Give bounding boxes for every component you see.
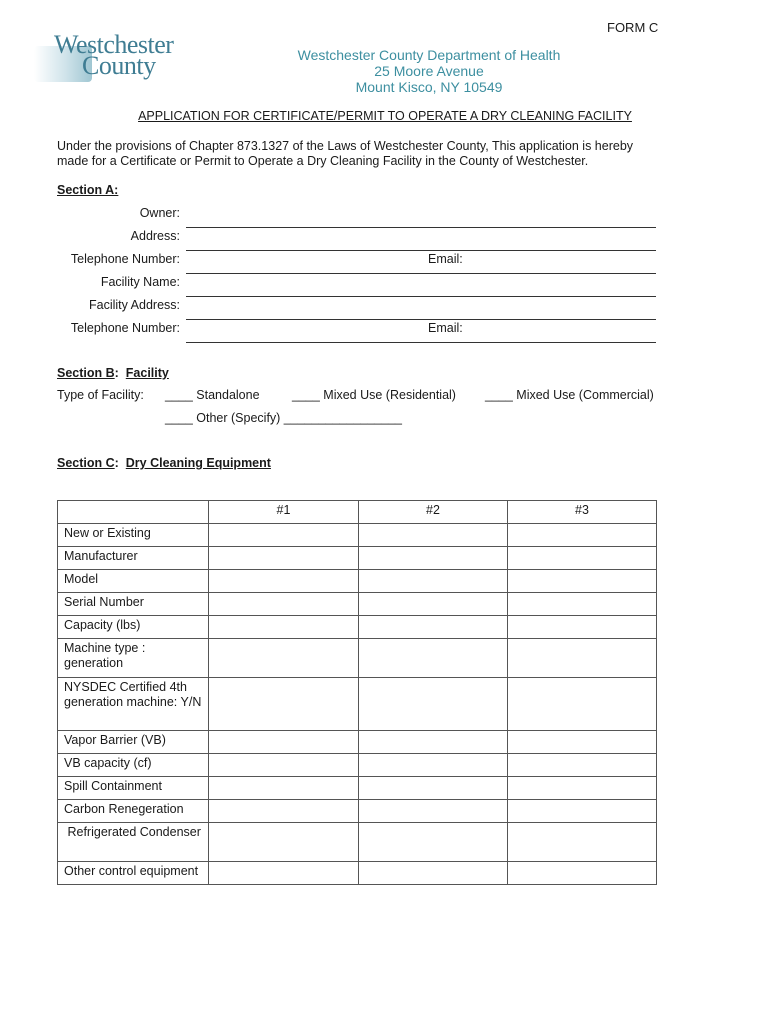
- telephone-email-field-facility[interactable]: [186, 342, 656, 343]
- section-c-heading: [57, 456, 271, 470]
- department-name: Westchester County Department of Health: [297, 47, 561, 63]
- table-row: [58, 731, 657, 754]
- telephone-email-field-owner[interactable]: [186, 273, 656, 274]
- cell-input[interactable]: [209, 570, 359, 593]
- section-a-heading: [57, 183, 118, 197]
- cell-input[interactable]: [359, 616, 508, 639]
- cell-input[interactable]: [209, 800, 359, 823]
- table-row: [58, 639, 657, 678]
- form-title: APPLICATION FOR CERTIFICATE/PERMIT TO OPERATE A DRY CLEANING FACILITY: [138, 109, 632, 123]
- facility-name-field[interactable]: [186, 296, 656, 297]
- department-street: 25 Moore Avenue: [374, 63, 484, 79]
- table-row: [58, 777, 657, 800]
- logo-word-westchester: Westchester: [54, 30, 174, 59]
- section-b-heading-prefix: Section B: [57, 366, 115, 380]
- cell-input[interactable]: [508, 547, 657, 570]
- section-c-heading-title: Dry Cleaning Equipment: [125, 456, 271, 470]
- owner-label: Owner:: [139, 206, 180, 220]
- facility-address-label: Facility Address:: [88, 298, 180, 312]
- cell-input[interactable]: [209, 616, 359, 639]
- facility-name-label: Facility Name:: [100, 275, 180, 289]
- westchester-county-logo: [34, 30, 194, 86]
- facility-address-field[interactable]: [186, 319, 656, 320]
- table-row: [58, 616, 657, 639]
- department-city: Mount Kisco, NY 10549: [355, 79, 503, 95]
- intro-line-2: made for a Certificate or Permit to Operate a Dry Cleaning Facility in the County of Westchester.: [57, 154, 589, 168]
- cell-input[interactable]: [209, 754, 359, 777]
- cell-input[interactable]: [359, 639, 508, 678]
- cell-input[interactable]: [359, 678, 508, 731]
- cell-input[interactable]: [359, 823, 508, 862]
- row-label-manufacturer: Manufacturer: [58, 547, 209, 570]
- row-label-nysdec-certified: NYSDEC Certified 4th generation machine: Y/N: [58, 678, 209, 731]
- header-cell-machine-3: #3: [508, 501, 657, 524]
- telephone-label-facility: Telephone Number:: [70, 321, 180, 335]
- address-field[interactable]: [186, 250, 656, 251]
- cell-input[interactable]: [209, 731, 359, 754]
- cell-input[interactable]: [508, 570, 657, 593]
- row-label-spill-containment: Spill Containment: [58, 777, 209, 800]
- row-label-vb-capacity: VB capacity (cf): [58, 754, 209, 777]
- email-label-facility: Email:: [428, 321, 463, 335]
- cell-input[interactable]: [209, 547, 359, 570]
- cell-input[interactable]: [209, 639, 359, 678]
- cell-input[interactable]: [359, 731, 508, 754]
- row-label-serial-number: Serial Number: [58, 593, 209, 616]
- row-label-carbon-renegeration: Carbon Renegeration: [58, 800, 209, 823]
- facility-type-standalone[interactable]: ____ Standalone: [165, 388, 260, 402]
- row-label-model: Model: [58, 570, 209, 593]
- facility-type-other[interactable]: ____ Other (Specify) _________________: [165, 411, 402, 425]
- cell-input[interactable]: [508, 862, 657, 885]
- equipment-table-header: [58, 501, 657, 524]
- cell-input[interactable]: [359, 547, 508, 570]
- facility-type-mixed-residential[interactable]: ____ Mixed Use (Residential): [292, 388, 456, 402]
- cell-input[interactable]: [508, 777, 657, 800]
- table-row: [58, 823, 657, 862]
- table-row: [58, 800, 657, 823]
- logo-word-county: County: [82, 51, 156, 80]
- section-c-heading-prefix: Section C: [57, 456, 115, 470]
- cell-input[interactable]: [209, 862, 359, 885]
- header-cell-machine-1: #1: [209, 501, 359, 524]
- section-a-heading-text: Section A:: [57, 183, 119, 197]
- cell-input[interactable]: [359, 862, 508, 885]
- cell-input[interactable]: [209, 524, 359, 547]
- intro-line-1: Under the provisions of Chapter 873.1327 of the Laws of Westchester County, This application is hereby: [57, 139, 634, 153]
- row-label-vapor-barrier: Vapor Barrier (VB): [58, 731, 209, 754]
- table-row: [58, 862, 657, 885]
- cell-input[interactable]: [508, 754, 657, 777]
- row-label-machine-type: Machine type : generation: [58, 639, 209, 678]
- cell-input[interactable]: [508, 823, 657, 862]
- section-b-heading: [57, 366, 169, 380]
- cell-input[interactable]: [508, 639, 657, 678]
- cell-input[interactable]: [209, 593, 359, 616]
- table-row: [58, 570, 657, 593]
- cell-input[interactable]: [508, 524, 657, 547]
- cell-input[interactable]: [508, 800, 657, 823]
- form-code: FORM C: [607, 20, 659, 35]
- telephone-label-owner: Telephone Number:: [70, 252, 180, 266]
- facility-type-mixed-commercial[interactable]: ____ Mixed Use (Commercial): [485, 388, 654, 402]
- email-label-owner: Email:: [428, 252, 463, 266]
- section-b-heading-colon: :: [114, 366, 119, 380]
- section-c-heading-colon: :: [114, 456, 119, 470]
- table-row: [58, 754, 657, 777]
- cell-input[interactable]: [209, 777, 359, 800]
- cell-input[interactable]: [508, 593, 657, 616]
- facility-type-label: Type of Facility:: [57, 388, 144, 402]
- cell-input[interactable]: [359, 524, 508, 547]
- table-row: [58, 524, 657, 547]
- cell-input[interactable]: [508, 678, 657, 731]
- department-address: [270, 47, 588, 95]
- header-cell-machine-2: #2: [359, 501, 508, 524]
- header-cell-blank: [58, 501, 209, 524]
- cell-input[interactable]: [359, 777, 508, 800]
- address-label: Address:: [130, 229, 180, 243]
- cell-input[interactable]: [359, 800, 508, 823]
- row-label-refrigerated-condenser: Refrigerated Condenser: [58, 823, 209, 862]
- row-label-capacity: Capacity (lbs): [58, 616, 209, 639]
- row-label-other-control-equipment: Other control equipment: [58, 862, 209, 885]
- row-label-new-or-existing: New or Existing: [58, 524, 209, 547]
- cell-input[interactable]: [508, 616, 657, 639]
- table-row: [58, 593, 657, 616]
- cell-input[interactable]: [359, 570, 508, 593]
- cell-input[interactable]: [359, 754, 508, 777]
- cell-input[interactable]: [209, 823, 359, 862]
- table-row: [58, 678, 657, 731]
- cell-input[interactable]: [359, 593, 508, 616]
- equipment-table: [57, 500, 657, 885]
- cell-input[interactable]: [209, 678, 359, 731]
- section-b-heading-title: Facility: [125, 366, 169, 380]
- table-row: [58, 547, 657, 570]
- cell-input[interactable]: [508, 731, 657, 754]
- intro-paragraph: [57, 139, 657, 169]
- owner-field[interactable]: [186, 227, 656, 228]
